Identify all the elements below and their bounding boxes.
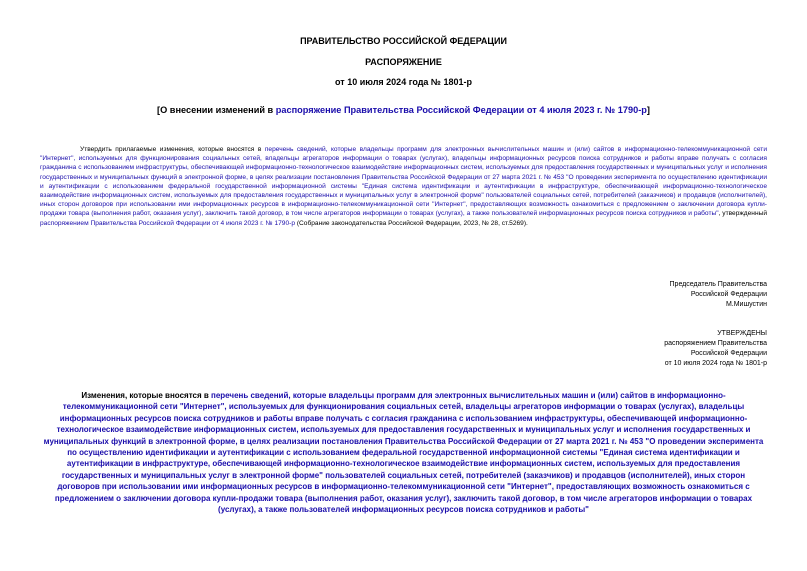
signature-position: Председатель Правительства xyxy=(669,281,767,288)
approval-date: от 10 июля 2024 года № 1801-р xyxy=(664,360,767,367)
document-date-number: от 10 июля 2024 года № 1801-р xyxy=(335,77,472,87)
subject-prefix: [О внесении изменений в xyxy=(157,105,276,115)
body-text-part2: , утвержденный xyxy=(718,210,768,218)
signature-name: М.Мишустин xyxy=(725,301,767,308)
approval-title: УТВЕРЖДЕНЫ xyxy=(717,330,767,337)
order-1790-link[interactable]: распоряжением Правительства Российской Федерации от 4 июля 2023 г. № 1790-р xyxy=(40,219,295,227)
changes-title xyxy=(40,390,767,515)
body-text-part3: (Собрание законодательства Российской Федерации, 2023, № 28, ст.5269). xyxy=(295,219,528,227)
signature-body: Российской Федерации xyxy=(690,291,767,298)
changes-info-list-link[interactable]: перечень сведений, которые владельцы программ для электронных вычислительных машин и (или) сайтов в информационно-телекоммуникационной сети "Интернет", используемых для функционирования социальных сетей, владельцы агрегаторов информации о товарах (услугах), владельцы информационных ресурсов поиска сотрудников и работы вправе получать с согласия гражданина с использованием инфраструктуры, обеспечивающей информационно-технологическое взаимодействие информационных систем, используемых для предоставления государственных и муниципальных услуг и исполнения государственных и муниципальных функций в электронной форме, в целях реализации постановления Правительства Российской Федерации от 27 марта 2021 г. № 453 "О проведении эксперимента по осуществлению идентификации и аутентификации с использованием федеральной государственной информационной системы "Единая система идентификации и аутентификации в инфраструктуре, обеспечивающей информационно-технологическое взаимодействие информационных систем, используемых для предоставления государственных и муниципальных услуг в электронной форме" пользователей социальных сетей, потребителей (заказчиков) и продавцов (исполнителей), иных сторон договоров при использовании ими информационных ресурсов в информационно-телекоммуникационной сети "Интернет", предоставляющих возможность ознакомиться с предложением о заключении договора купли-продажи товара (выполнения работ, оказания услуг), заключить такой договор, в том числе агрегаторов информации о товарах (услугах), а также пользователей информационных ресурсов поиска сотрудников и работы" xyxy=(43,391,764,515)
approval-by: распоряжением Правительства xyxy=(664,340,767,347)
info-list-link[interactable]: перечень сведений, которые владельцы программ для электронных вычислительных машин и (или) сайтов в информационно-телекоммуникационной сети "Интернет", используемых для функционирования социальных сетей, владельцы агрегаторов информации о товарах (услугах), владельцы информационных ресурсов поиска сотрудников и работы вправе получать с согласия гражданина с использованием инфраструктуры, обеспечивающей информационно-технологическое взаимодействие информационных систем, используемых для предоставления государственных и муниципальных услуг и исполнения государственных и муниципальных функций в электронной форме, в целях реализации постановления Правительства Российской Федерации от 27 марта 2021 г. № 453 "О проведении эксперимента по осуществлению идентификации и аутентификации с использованием федеральной государственной информационной системы "Единая система идентификации и аутентификации в инфраструктуре, обеспечивающей информационно-технологическое взаимодействие информационных систем, используемых для предоставления государственных и муниципальных услуг в электронной форме" пользователей социальных сетей, потребителей (заказчиков) и продавцов (исполнителей), иных сторон договоров при использовании ими информационных ресурсов в информационно-телекоммуникационной сети "Интернет", предоставляющих возможность ознакомиться с предложением о заключении договора купли-продажи товара (выполнения работ, оказания услуг), заключить такой договор, в том числе агрегаторов информации о товарах (услугах), а также пользователей информационных ресурсов поиска сотрудников и работы" xyxy=(40,146,768,218)
order-body-paragraph xyxy=(40,145,767,228)
document-subject xyxy=(0,105,807,115)
amended-order-link[interactable]: распоряжение Правительства Российской Федерации от 4 июля 2023 г. № 1790-р xyxy=(275,105,647,115)
approval-block xyxy=(664,329,767,369)
document-type: РАСПОРЯЖЕНИЕ xyxy=(365,57,442,67)
body-text-part1: Утвердить прилагаемые изменения, которые вносятся в xyxy=(80,146,265,153)
changes-prefix: Изменения, которые вносятся в xyxy=(81,391,211,400)
government-title: ПРАВИТЕЛЬСТВО РОССИЙСКОЙ ФЕДЕРАЦИИ xyxy=(300,36,507,46)
signature-block xyxy=(670,280,767,310)
subject-suffix: ] xyxy=(646,105,650,115)
approval-body: Российской Федерации xyxy=(690,350,767,357)
